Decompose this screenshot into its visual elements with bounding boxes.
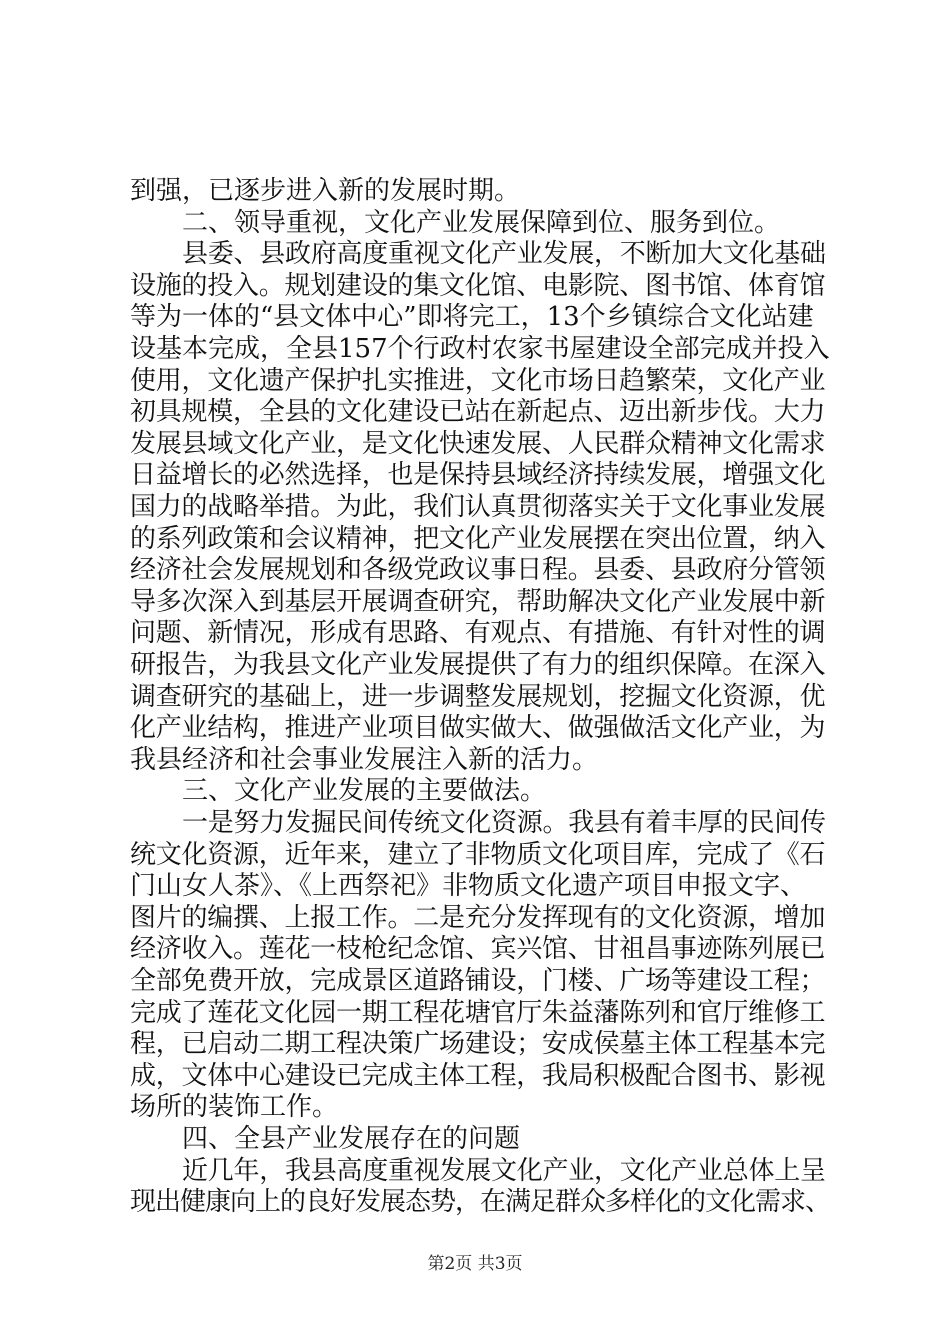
- text-line: 调查研究的基础上，进一步调整发展规划，挖掘文化资源，优: [130, 681, 826, 712]
- text-line: 等为一体的“县文体中心”即将完工，13个乡镇综合文化站建: [130, 302, 814, 333]
- text-line: 到强，已逐步进入新的发展时期。: [130, 176, 521, 206]
- text-line: 经济收入。莲花一枝枪纪念馆、宾兴馆、甘祖昌事迹陈列展已: [130, 934, 826, 965]
- text-line: 我县经济和社会事业发展注入新的活力。: [130, 744, 599, 775]
- text-line: 县委、县政府高度重视文化产业发展，不断加大文化基础: [182, 239, 826, 270]
- text-line: 程，已启动二期工程决策广场建设；安成侯墓主体工程基本完: [130, 1029, 826, 1060]
- text-line: 国力的战略举措。为此，我们认真贯彻落实关于文化事业发展: [130, 492, 826, 522]
- text-line: 统文化资源，近年来，建立了非物质文化项目库，完成了《石: [130, 839, 826, 870]
- text-line: 近几年，我县高度重视发展文化产业，文化产业总体上呈: [182, 1155, 826, 1186]
- text-line: 研报告，为我县文化产业发展提供了有力的组织保障。在深入: [130, 650, 826, 680]
- text-line: 导多次深入到基层开展调查研究，帮助解决文化产业发展中新: [130, 586, 826, 617]
- text-line: 化产业结构，推进产业项目做实做大、做强做活文化产业，为: [130, 713, 826, 744]
- text-line: 日益增长的必然选择，也是保持县域经济持续发展，增强文化: [130, 460, 826, 491]
- text-line: 图片的编撰、上报工作。二是充分发挥现有的文化资源，增加: [130, 902, 826, 933]
- text-line: 设基本完成，全县157个行政村农家书屋建设全部完成并投入: [130, 334, 830, 364]
- text-line: 设施的投入。规划建设的集文化馆、电影院、图书馆、体育馆: [130, 270, 826, 301]
- text-line: 场所的装饰工作。: [130, 1092, 339, 1123]
- text-line: 三、文化产业发展的主要做法。: [182, 776, 547, 807]
- text-line: 初具规模，全县的文化建设已站在新起点、迈出新步伐。大力: [130, 397, 826, 428]
- text-line: 完成了莲花文化园一期工程花塘官厅朱益藩陈列和官厅维修工: [130, 997, 826, 1028]
- text-line: 成，文体中心建设已完成主体工程，我局积极配合图书、影视: [130, 1060, 826, 1091]
- text-line: 发展县域文化产业，是文化快速发展、人民群众精神文化需求: [130, 428, 826, 459]
- text-line: 二、领导重视，文化产业发展保障到位、服务到位。: [182, 207, 781, 238]
- page-footer: 第2页 共3页: [427, 1254, 523, 1274]
- text-line: 四、全县产业发展存在的问题: [182, 1124, 521, 1154]
- text-line: 问题、新情况，形成有思路、有观点、有措施、有针对性的调: [130, 618, 826, 649]
- text-line: 经济社会发展规划和各级党政议事日程。县委、县政府分管领: [130, 555, 826, 586]
- text-line: 全部免费开放，完成景区道路铺设，门楼、广场等建设工程；: [130, 966, 826, 996]
- text-line: 使用，文化遗产保护扎实推进，文化市场日趋繁荣，文化产业: [130, 365, 826, 396]
- text-line: 门山女人茶》、《上西祭祀》非物质文化遗产项目申报文字、: [130, 871, 807, 902]
- text-line: 的系列政策和会议精神，把文化产业发展摆在突出位置，纳入: [130, 523, 826, 554]
- text-line: 一是努力发掘民间传统文化资源。我县有着丰厚的民间传: [182, 808, 826, 838]
- text-line: 现出健康向上的良好发展态势，在满足群众多样化的文化需求、: [130, 1187, 831, 1218]
